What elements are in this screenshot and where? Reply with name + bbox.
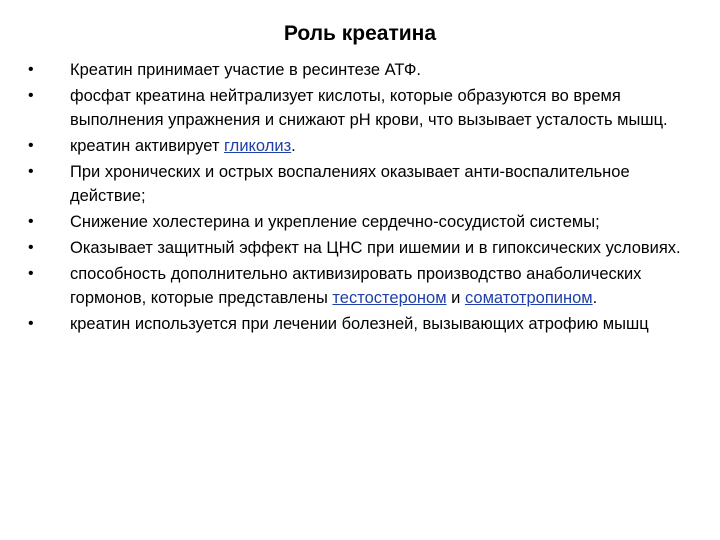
- somatotropin-link[interactable]: соматотропином: [464, 289, 593, 307]
- bullet-list: [28, 58, 688, 338]
- list-item: [28, 210, 688, 234]
- list-item: [28, 262, 688, 310]
- list-item: [28, 134, 688, 158]
- bullet-text-end: .: [291, 137, 296, 155]
- bullet-text: способность дополнительно активизировать производство анаболических гормонов, которые представлены: [70, 265, 642, 307]
- bullet-text: Креатин принимает участие в ресинтезе АТФ.: [70, 61, 421, 79]
- bullet-icon: •: [28, 61, 34, 78]
- bullet-text: При хронических и острых воспалениях оказывает анти-воспалительное действие;: [70, 163, 630, 205]
- testosterone-link[interactable]: тестостероном: [332, 289, 447, 307]
- bullet-text-end: .: [592, 289, 598, 307]
- list-item: [28, 84, 688, 132]
- list-item: [28, 312, 688, 336]
- bullet-text-middle: и: [446, 289, 465, 307]
- bullet-text: фосфат креатина нейтрализует кислоты, которые образуются во время выполнения упражнения и снижают рН крови, что вызывает усталость мышц.: [70, 87, 668, 129]
- bullet-icon: •: [28, 87, 34, 104]
- list-item: [28, 160, 688, 208]
- bullet-text: Оказывает защитный эффект на ЦНС при ишемии и в гипоксических условиях.: [70, 239, 681, 257]
- bullet-text: креатин используется при лечении болезней, вызывающих атрофию мышц: [70, 315, 649, 333]
- bullet-icon: •: [28, 163, 34, 180]
- list-item: [28, 58, 688, 82]
- bullet-text: креатин активирует: [70, 137, 225, 155]
- bullet-text: Снижение холестерина и укрепление сердечно-сосудистой системы;: [70, 213, 600, 231]
- slide-title: Роль креатина: [283, 22, 437, 45]
- bullet-icon: •: [28, 213, 34, 230]
- bullet-icon: •: [28, 137, 34, 154]
- bullet-icon: •: [28, 239, 34, 256]
- bullet-icon: •: [28, 315, 34, 332]
- glycolysis-link[interactable]: гликолиз: [224, 137, 292, 155]
- bullet-icon: •: [28, 265, 34, 282]
- list-item: [28, 236, 688, 260]
